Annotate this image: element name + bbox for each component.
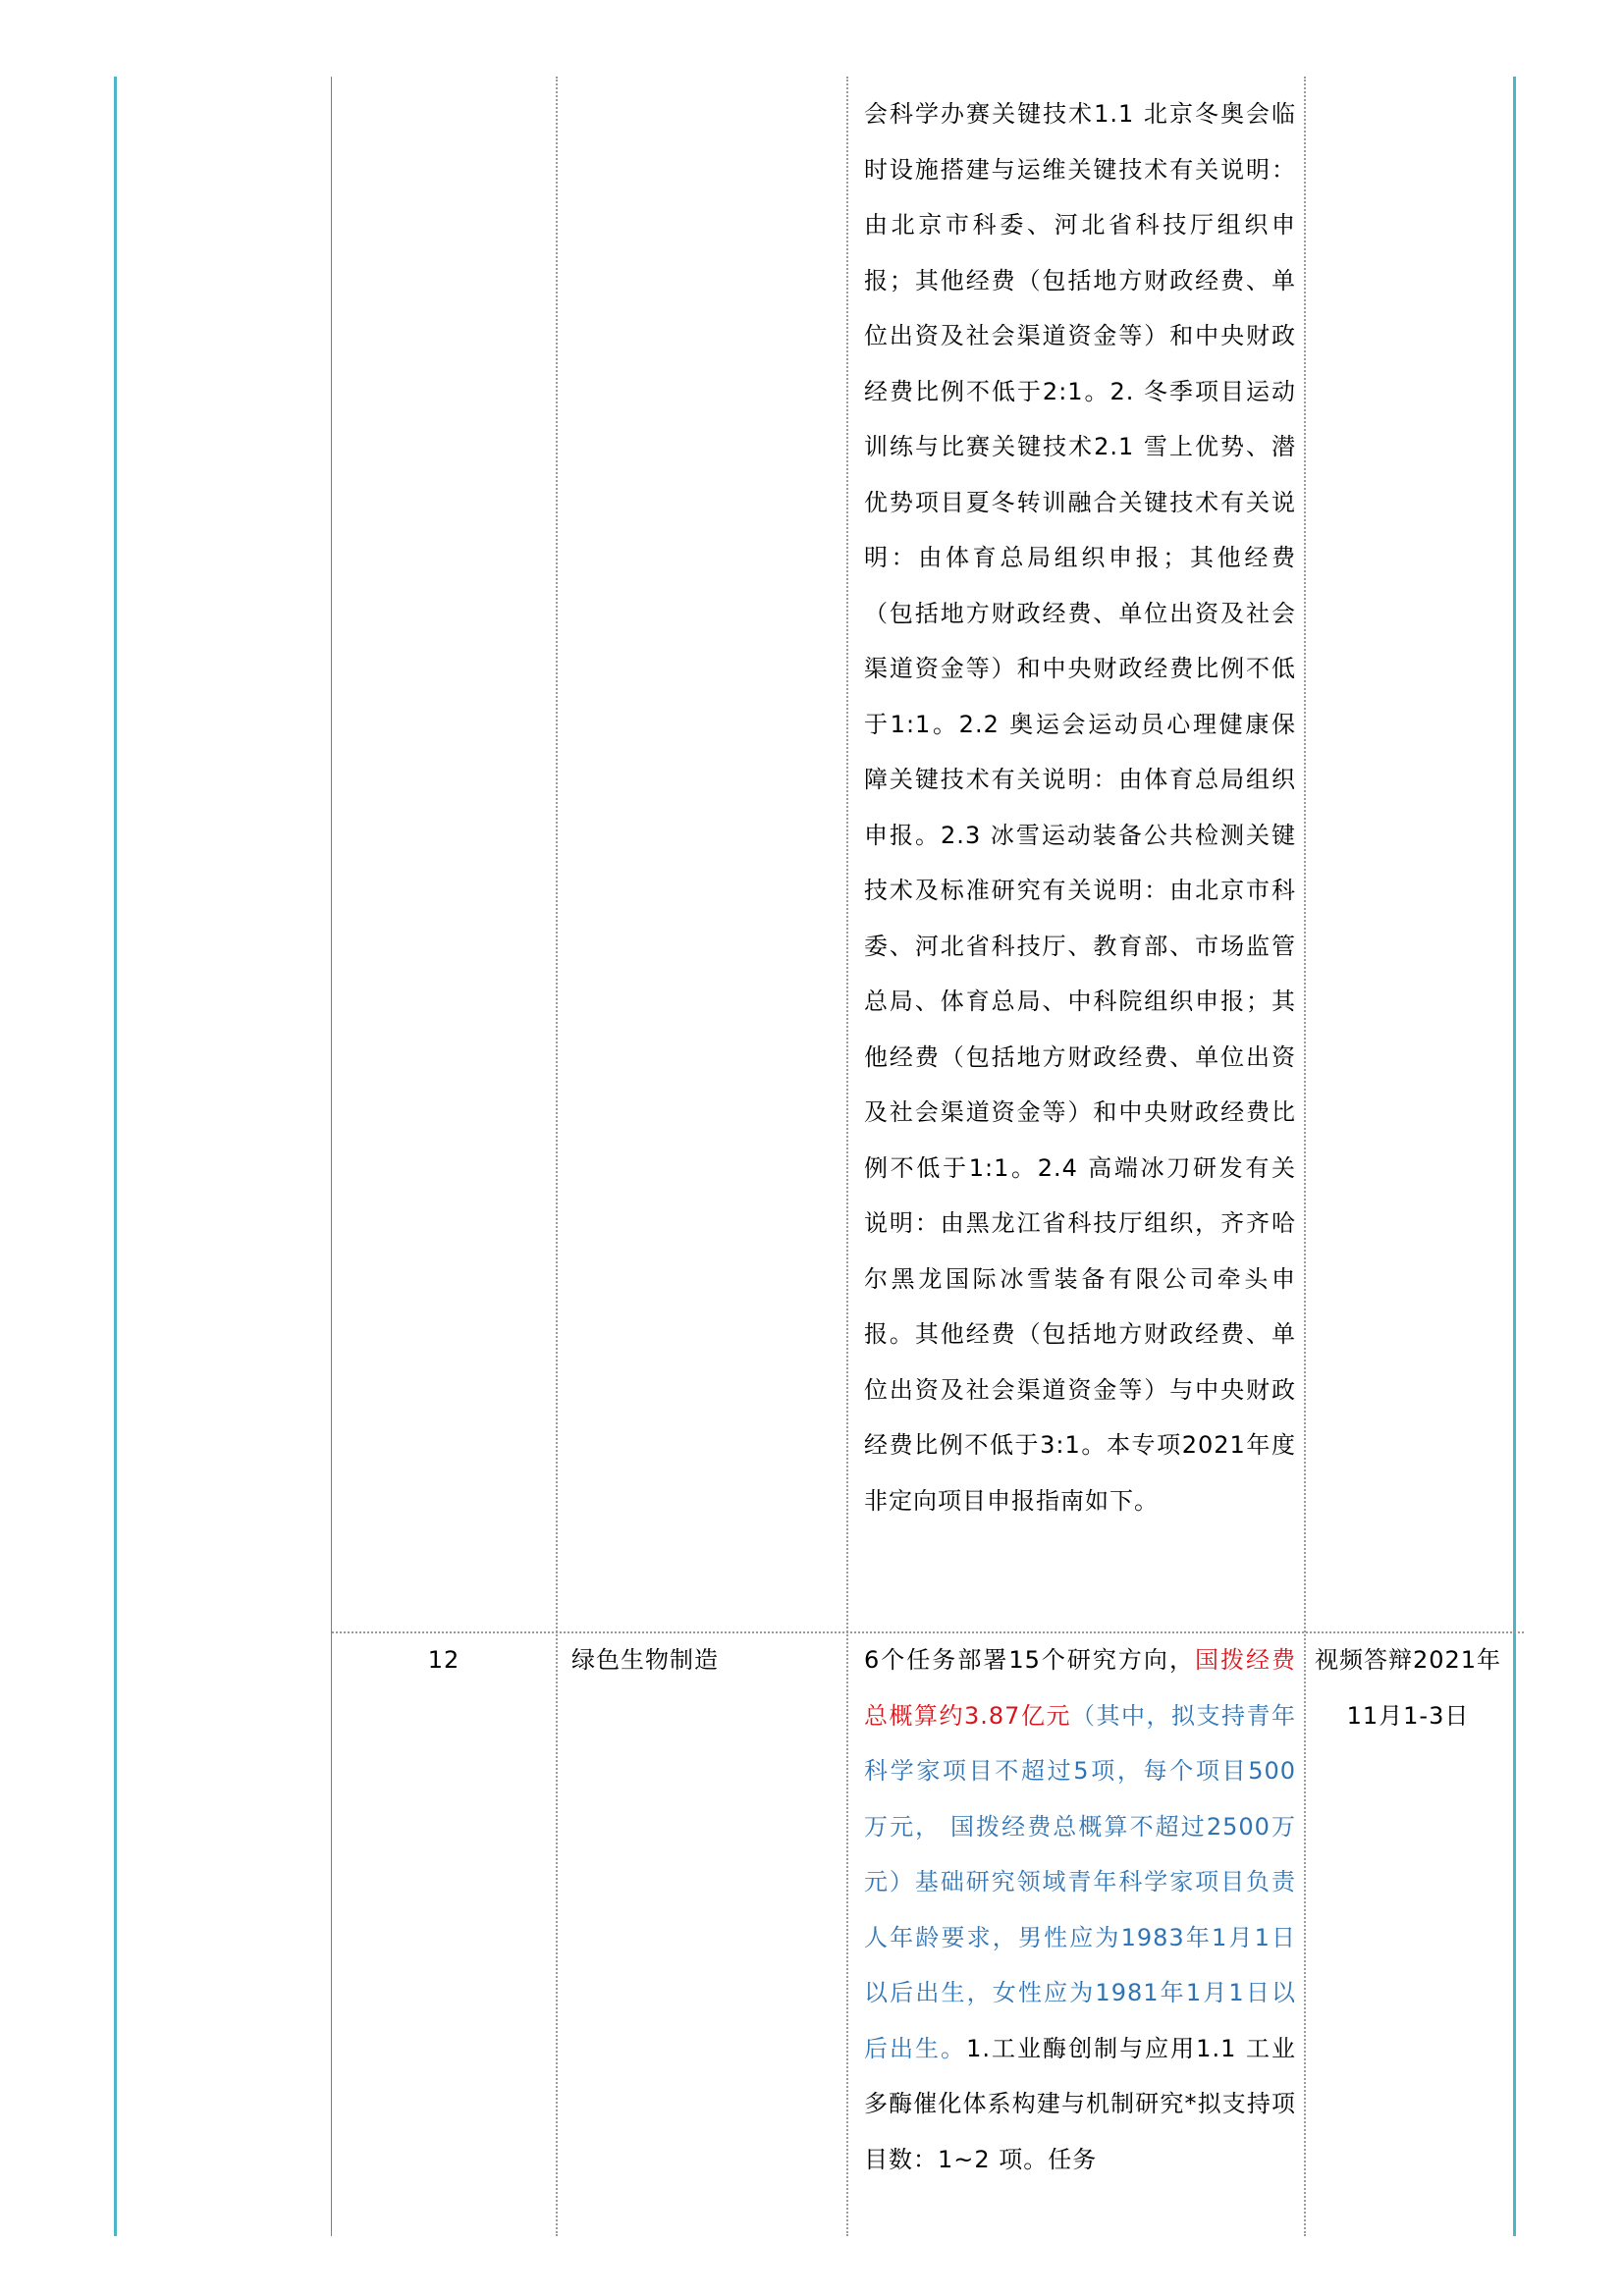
- table-right-border: [1513, 77, 1516, 2236]
- young-scientist-note: （其中，拟支持青年科学家项目不超过5项，每个项目500万元， 国拨经费总概算不超过2500万元）基础研究领域青年科学家项目负责人年龄要求，男性应为1983年1月1日以后出生，女性应为1981年1月1日以后出生。: [864, 1701, 1297, 2062]
- column-divider-1: [331, 77, 332, 2236]
- defense-schedule: 视频答辩2021年11月1-3日: [1314, 1646, 1502, 1730]
- description-tasks: 1.工业酶创制与应用1.1 工业多酶催化体系构建与机制研究*拟支持项目数：1~2 项。任务: [864, 2034, 1297, 2173]
- project-name: 绿色生物制造: [571, 1646, 719, 1674]
- row12-description: [864, 1632, 1296, 2187]
- budget-highlight: 国拨经费总概算约3.87亿元: [864, 1646, 1297, 1730]
- column-divider-3: [846, 77, 848, 2236]
- description-intro: 6个任务部署15个研究方向，: [864, 1646, 1195, 1674]
- table-left-border: [114, 77, 117, 2236]
- column-divider-4: [1304, 77, 1306, 2236]
- continuation-description: 会科学办赛关键技术1.1 北京冬奥会临时设施搭建与运维关键技术有关说明：由北京市科委、河北省科技厅组织申报；其他经费（包括地方财政经费、单位出资及社会渠道资金等）和中央财政经费比例不低于2:1。2. 冬季项目运动训练与比赛关键技术2.1 雪上优势、潜优势项目夏冬转训融合关键技术有关说明：由体育总局组织申报；其他经费（包括地方财政经费、单位出资及社会渠道资金等）和中央财政经费比例不低于1:1。2.2 奥运会运动员心理健康保障关键技术有关说明：由体育总局组织申报。2.3 冰雪运动装备公共检测关键技术及标准研究有关说明：由北京市科委、河北省科技厅、教育部、市场监管总局、体育总局、中科院组织申报；其他经费（包括地方财政经费、单位出资及社会渠道资金等）和中央财政经费比例不低于1:1。2.4 高端冰刀研发有关说明：由黑龙江省科技厅组织，齐齐哈尔黑龙国际冰雪装备有限公司牵头申报。其他经费（包括地方财政经费、单位出资及社会渠道资金等）与中央财政经费比例不低于3:1。本专项2021年度非定向项目申报指南如下。: [864, 100, 1296, 1515]
- column-divider-2: [556, 77, 558, 2236]
- row-number: 12: [427, 1646, 460, 1674]
